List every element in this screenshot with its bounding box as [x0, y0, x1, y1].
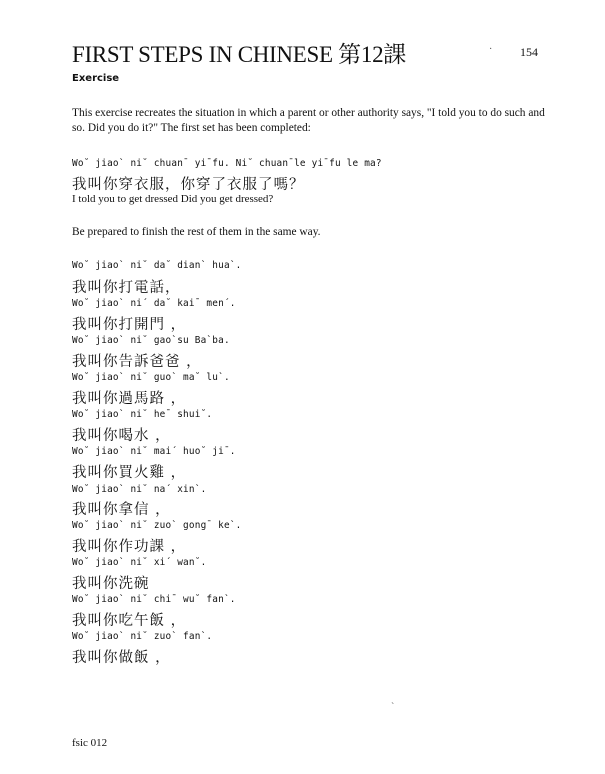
item-characters: 我叫你拿信 ，: [72, 502, 171, 518]
item-characters: 我叫你洗碗: [72, 576, 150, 592]
page-title: FIRST STEPS IN CHINESE 第12課: [72, 42, 406, 67]
intro-paragraph: This exercise recreates the situation in which a parent or other authority says, "I told you to do such and so. Did you do it?" The first set has been completed:: [72, 107, 545, 134]
item-characters: 我叫你吃午飯 ，: [72, 613, 187, 629]
item-romanization: Wo˘ jiao` ni˘ da˘ dian` hua`.: [72, 260, 242, 271]
item-characters: 我叫你買火雞 ，: [72, 465, 187, 481]
stray-mark: `: [391, 702, 395, 713]
item-romanization: Wo˘ jiao` ni˘ chi¯ wu˘ fan`.: [72, 594, 236, 605]
item-characters: 我叫你作功課 ，: [72, 539, 187, 555]
item-romanization: Wo˘ jiao` ni˘ zuo` gong¯ ke`.: [72, 520, 242, 531]
item-characters: 我叫你喝水 ，: [72, 428, 171, 444]
example-romanization: Wo˘ jiao` ni˘ chuan¯ yi¯fu. Ni˘ chuan¯le yi¯fu le ma?: [72, 158, 382, 169]
instruction: Be prepared to finish the rest of them in the same way.: [72, 226, 321, 238]
stray-mark: ·: [489, 44, 493, 55]
item-characters: 我叫你打電話，: [72, 280, 181, 296]
item-romanization: Wo˘ jiao` ni˘ na´ xin`.: [72, 484, 207, 495]
example-characters: 我叫你穿衣服，你穿了衣服了嗎？: [72, 177, 305, 193]
item-romanization: Wo˘ jiao` ni´ da˘ kai¯ men´.: [72, 298, 236, 309]
section-heading: Exercise: [72, 73, 120, 84]
item-romanization: Wo˘ jiao` ni˘ guo` ma˘ lu`.: [72, 372, 230, 383]
example-translation: I told you to get dressed Did you get dressed?: [72, 193, 274, 205]
item-romanization: Wo˘ jiao` ni˘ he¯ shui˘.: [72, 409, 213, 420]
item-romanization: Wo˘ jiao` ni˘ xi´ wan˘.: [72, 557, 207, 568]
item-characters: 我叫你做飯 ，: [72, 650, 171, 666]
footer-code: fsic 012: [72, 737, 108, 749]
page-number: 154: [520, 45, 538, 59]
item-characters: 我叫你告訴爸爸 ，: [72, 354, 202, 370]
item-romanization: Wo˘ jiao` ni˘ zuo` fan`.: [72, 631, 213, 642]
item-characters: 我叫你過馬路 ，: [72, 391, 187, 407]
item-characters: 我叫你打開門 ，: [72, 317, 187, 333]
item-romanization: Wo˘ jiao` ni˘ mai´ huo˘ ji¯.: [72, 446, 236, 457]
item-romanization: Wo˘ jiao` ni˘ gao`su Ba`ba.: [72, 335, 230, 346]
